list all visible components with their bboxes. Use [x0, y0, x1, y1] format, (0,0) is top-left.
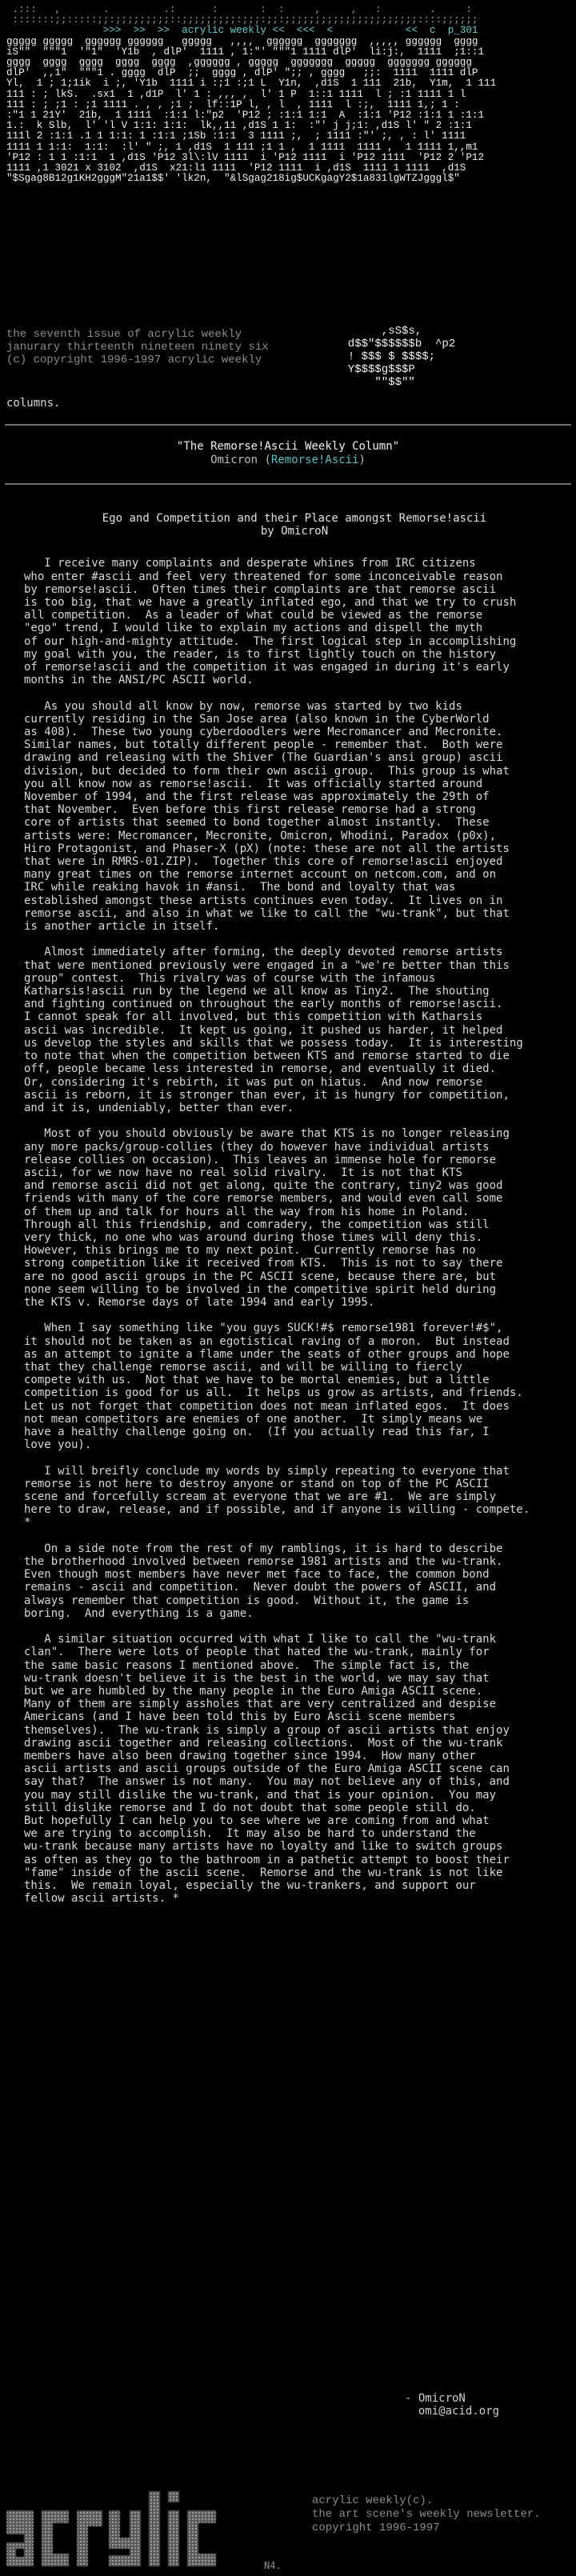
signature-email[interactable]: omi@acid.org	[405, 2405, 500, 2418]
ascii-art-row: 1.: k Slb, l' 'l V 1:1: 1:1: lk,,11 ,d1S 1 1: :"' j j;1: ,d1S l' " 2 :1:1	[6, 120, 472, 132]
paragraph: A similar situation occurred with what I like to call the "wu-trank clan". There were lots of people that hated the wu-trank, mainly for the same basic reasons I mentioned above. The simple fact is, the wu-trank doesn't believe it is the best in the world, we may say that but we are humbled by the many people in the Euro Amiga ASCII scene. Many of them are simply assholes that are very centralized and despise Americans (and I have been told this by Euro Ascii scene members themselves). The wu-trank is simply a group of ascii artists that enjoy drawing ascii together and releasing collections. Most of the wu-trank members have also been drawing together since 1994. How many other ascii artists and ascii groups outside of the Euro Amiga ASCII scene can say that? The answer is not many. You may not believe any of this, and you may still dislike the wu-trank, and that is your opinion. You may still dislike remorse and I do not doubt that some people still do. But hopefully I can help you to see where we are coming from and what we are trying to accomplish. It may also be hard to understand the wu-trank because many artists have no loyalty and like to switch groups as often as they go to the bathroom in a pathetic attempt to boost their "fame" inside of the ascii scene. Remorse and the wu-trank is not like this. We remain loyal, especially the wu-trankers, and support our fellow ascii artists. *	[24, 1633, 510, 1906]
article-author: by OmicroN	[260, 525, 329, 538]
article-title: Ego and Competition and their Place amongst Remorse!ascii	[102, 512, 487, 525]
paragraph: As you should all know by now, remorse was started by two kids currently residing in the San Jose area (also known in the CyberWorld as 408). These two young cyberdoodlers were Mecromancer and Mecronite. Similar names, but totally different people - remember that. Both were drawing and releasing with the Shiver (The Guardian's ansi group) ascii division, but decided to form their own ascii group. This group is what you all know now as remorse!ascii. It was officially started around November of 1994, and the first release was approximately the 29th of that November. Even before this first release remorse had a strong core of artists that seemed to bond together almost instantly. These artists were: Mecromancer, Mecronite, Omicron, Whodini, Paradox (p0x), Hiro Protagonist, and Phaser-X (pX) (note: these are not all the artists that were in RMRS-01.ZIP). Together this core of remorse!ascii enjoyed many great times on the remorse internet account on netcom.com, and on IRC while reaking havok in #ansi. The bond and loyalty that was established amongst these artists continues even today. It lives on in remorse ascii, and also in what we like to call the "wu-trank", but that is another article in itself.	[24, 699, 510, 934]
ascii-art-row: 111 : ; ;1 : ;1 1111 . , , ;1 ; lf::1P l, , l , 1111 l :;, 1111 1,; 1 :	[6, 98, 460, 110]
issue-info	[6, 325, 570, 389]
article-heading	[24, 512, 565, 538]
acrylic-weekly-ascii-banner	[6, 5, 570, 184]
footer-text: acrylic weekly(c). the art scene's weekly newsletter. copyright 1996-1997	[312, 2494, 541, 2534]
ascii-dollar-logo: ,sS$s, d$$"$$$$$$b ^p2 ! $$$ $ $$$$; Y$$$$g$$$P ""$$""	[334, 325, 456, 389]
paragraph: On a side note from the rest of my ramblings, it is hard to describe the brotherhood involved between remorse 1981 artists and the wu-trank. Even though most members have never met face to face, the common bond remains - ascii and competition. Never doubt the powers of ASCII, and always remember that competition is good. Without it, the game is boring. And everything is a game.	[24, 1542, 503, 1620]
ascii-art-row: .::: , . .: : : : , , : . :	[6, 4, 472, 15]
author-signature	[405, 2392, 499, 2418]
header-art-block	[6, 5, 570, 184]
ascii-art-row: 'P12 : 1 1 :1:1 1 ,d1S 'P12 3l\:lV 1111 i 'P12 1111 i 'P12 1111 'P12 2 'P12	[6, 151, 485, 163]
paragraph: Almost immediately after forming, the deeply devoted remorse artists that were mentioned previously were engaged in a "we're better than this group" contest. This rivalry was of course with the infamous Katharsis!ascii run by the legend we all know as Tiny2. The shouting and fighting continued on throughout the early months of remorse!ascii. I cannot speak for all involved, but this competition with Katharsis ascii was incredible. It kept us going, it pushed us harder, it helped us develop the styles and skills that we possess today. It is interesting to note that when the competition between KTS and remorse started to die off, people became less interested in remorse, and eventually it died. Or, considering it's rebirth, it was put on hiatus. And now remorse ascii is reborn, it is stronger than ever, it is hungry for competition, and it is, undeniably, better than ever.	[24, 946, 523, 1114]
group-link[interactable]: Remorse!Ascii	[270, 454, 359, 466]
column-header	[0, 440, 576, 467]
column-title: "The Remorse!Ascii Weekly Column"	[176, 440, 400, 453]
ascii-art-row: "$Sgag8B12g1KH2gggM"21a1$$' 'lk2n, "&lSgag218ig$UCKgagY2$1a831lgWTZJgggl$"	[6, 173, 460, 185]
ascii-art-row: Yl, 1 ; 1;1ik i ;, 'Y1b 1111 i :;1 :;1 L Y1n, ,d1S 1 111 21b, Y1m, 1 111	[6, 78, 497, 90]
issue-date: janurary thirteenth nineteen ninety six	[6, 341, 269, 354]
paragraph: When I say something like "you guys SUCK!#$ remorse1981 forever!#$", it should not be taken as an egotistical raving of a moron. But instead as an attempt to ignite a flame under the seats of other groups and hope that they challenge remorse ascii, and will be willing to fiercly compete with us. Not that we have to be mortal enemies, but a little competition is good for us all. It helps us grow as artists, and friends. Let us not forget that competition does not mean inflated egos. It does not mean competitors are enemies of one another. It simply means we have a healthy challenge going on. (If you actually read this far, I love you).	[24, 1322, 523, 1452]
issue-copyright: (c) copyright 1996-1997 acrylic weekly	[6, 354, 262, 366]
ascii-art-row: gggg gggg gggg gggg gggg ,gggggg , ggggg ggggggg ggggg ggggggg gggggg	[6, 57, 472, 69]
paragraph: I receive many complaints and desperate whines from IRC citizens who enter #ascii and feel very threatened for some inconceivable reason by remorse!ascii. Often times their complaints are that remorse ascii is too big, that we have a greatly inflated ego, and that we try to crush all competition. As a leader of what could be viewed as the remorse "ego" trend, I would like to explain my actions and dispell the myth of our high-and-mighty attitude. The first logical step in accomplishing my goal with you, the reader, is to first lightly touch on the history of remorse!ascii and the competition it was engaged in during it's early months in the ANSI/PC ASCII world.	[24, 557, 517, 687]
ascii-art-row: iS"" """1 '"1" 'Y1b , dlP' 1111 , 1:"' """1 1111 dlP' li:j:, 1111 ;1::1	[6, 46, 485, 58]
ascii-art-row: dlP' ,,1" """1 . gggg dlP ;; gggg , dlP' ";; , gggg ;;: 1111 1111 dlP	[6, 67, 478, 79]
signature-name: - OmicroN	[405, 2392, 466, 2405]
ascii-art-row: 1111 1 1:1: 1:1: :l' " ;, 1 ,d1S 1 111 ;1 1 , 1 1111 1111 , 1 1111 1,,m1	[6, 141, 478, 153]
paragraph: Most of you should obviously be aware that KTS is no longer releasing any more packs/group-collies (they do however have individual artists release collies on occasion). This leaves an immense hole for remorse ascii, for we now have no real solid rivalry. It is not that KTS and remorse ascii did not get along, quite the contrary, tiny2 was good friends with many of the core remorse members, and would even call some of them up and talk for hours all the way from his home in Poland. Through all this friendship, and comradery, the competition was still very thick, no one who was around during those times will deny this. However, this brings me to my next point. Currently remorse has no strong competition like it received from KTS. This is not to say there are no good ascii groups in the PC ASCII scene, because there are, but none seem willing to be involved in the competitive spirit held during the KTS v. Remorse days of late 1994 and early 1995.	[24, 1127, 510, 1309]
ascii-art-row: 111l 2 :1:1 .1 1 1:1: 1 :1:1 ;1Sb :1:1 3 1111 ;, ; 1111 :"' ;, , : l' 1111	[6, 130, 466, 142]
column-byline: Omicron (Remorse!Ascii)	[210, 454, 366, 466]
article-body	[24, 512, 565, 1918]
issue-version: N4.	[264, 2560, 282, 2571]
divider-bottom	[5, 483, 571, 485]
divider-top	[5, 424, 571, 426]
issue-line: the seventh issue of acrylic weekly	[6, 328, 242, 341]
ascii-art-row: ggggg ggggg gggggg gggggg ggggg ,,,, gggggg ggggggg ,,,,, gggggg gggg	[6, 35, 478, 47]
ascii-art-row: :::::::;;:::::;;:;;;;;;;;;::;;;;;;;;;:;;;:;;:;;;;;;;;;;;;;;;;;;;;;;::::;;;;;;	[6, 14, 478, 26]
ascii-art-row: >>> >> >> acrylic weekly << <<< < << c p_301	[6, 25, 478, 37]
issue-info-text	[6, 328, 269, 366]
ascii-art-row: :"1 1 21Y' 21b, 1 1111 :1:1 l:"p2 'P12 ; :1:1 1:1 A :1:1 'P12 :1:1 1 :1:1	[6, 110, 485, 122]
ascii-art-row: 1111 ,1 3021 x 3102 ,d1S x21:l1 1111 'P12 1111 i ,d1S 1111 1 1111 ,d1S	[6, 162, 466, 174]
acrylic-logo	[3, 2486, 259, 2576]
ascii-art-row: 111 : ; lkS. .sx1 1 ,d1P l' 1 : ,,, , l' 1 P 1::1 1111 l ; :1 1111 1 l	[6, 88, 466, 100]
footer	[0, 2480, 576, 2574]
section-label: columns.	[6, 397, 61, 410]
paragraph: I will breifly conclude my words by simply repeating to everyone that remorse is not here to destroy anyone or stand on top of the PC ASCII scene and forcefully scream at everyone that we are #1. We are simply here to draw, release, and if possible, and if anyone is willing - compete. *	[24, 1464, 530, 1530]
